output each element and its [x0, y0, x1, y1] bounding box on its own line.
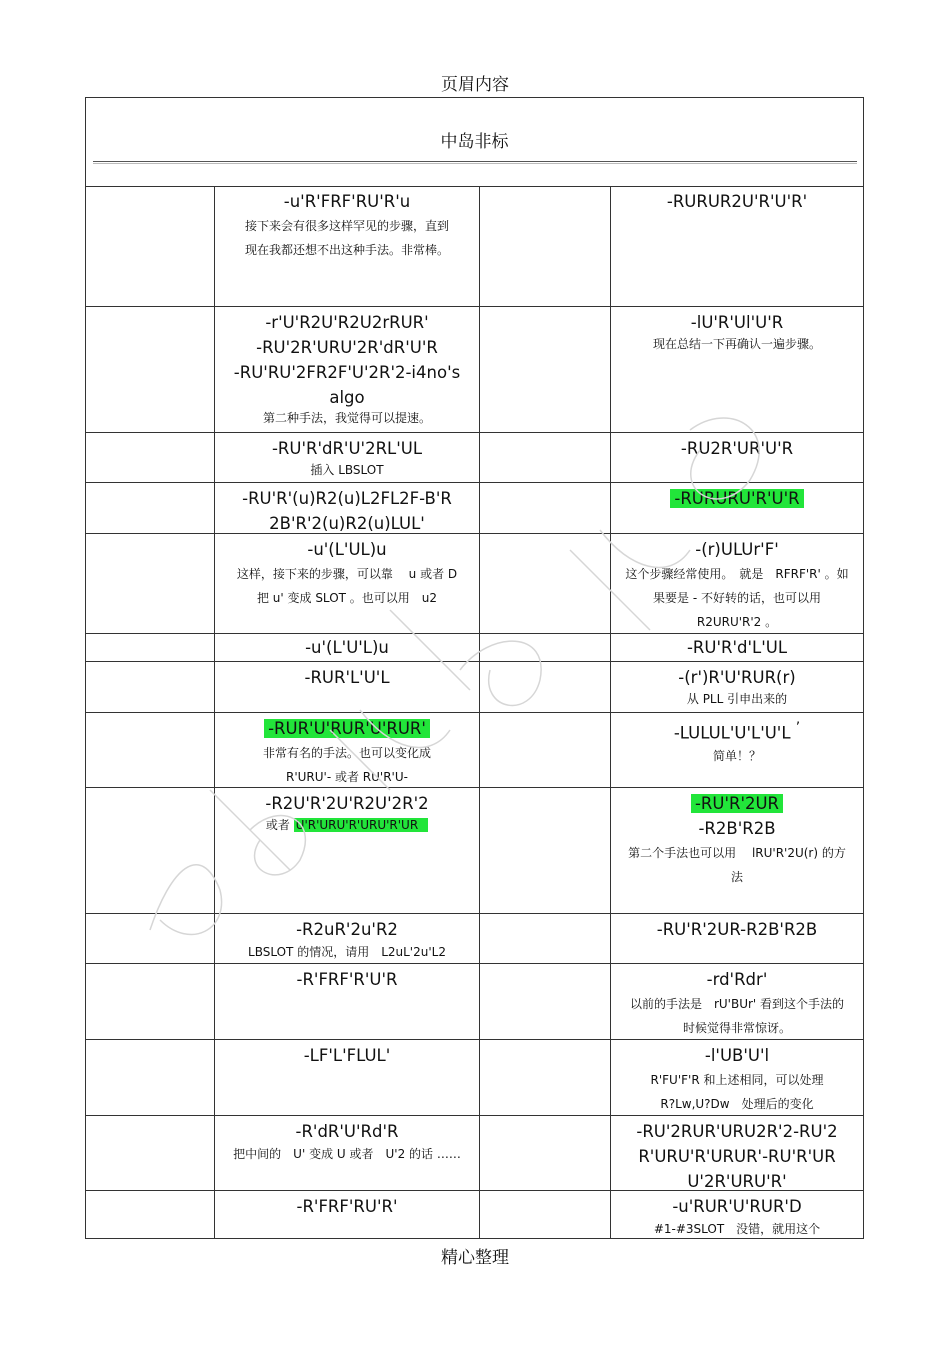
algorithm: 2B'R'2(u)R2(u)LUL': [269, 514, 425, 533]
note: 从 PLL 引申出来的: [686, 692, 788, 706]
note: 第二种手法，我觉得可以提速。: [262, 411, 431, 425]
algorithm: -u'RUR'U'RUR'D: [672, 1197, 802, 1216]
right-cell: [611, 1191, 863, 1238]
table-row: [86, 1116, 863, 1191]
table-row: [86, 1040, 863, 1116]
note: R?Lw,U?Dw 处理后的变化: [660, 1097, 814, 1111]
algorithm: -l'UB'U'l: [704, 1046, 770, 1065]
algorithm: -R'FRF'RU'R': [296, 1197, 398, 1216]
note: 法: [730, 870, 743, 884]
algorithm: -RU'2R'URU'2R'dR'U'R: [256, 338, 438, 357]
left-cell: [215, 433, 479, 482]
algorithm: -RU'R'dR'U'2RL'UL: [271, 439, 423, 458]
algorithm: -rd'Rdr': [706, 970, 768, 989]
right-cell: [611, 713, 863, 787]
title-rule: [93, 161, 857, 164]
algorithm: -(r)ULUr'F': [695, 540, 779, 559]
page-header: 页眉内容: [441, 75, 509, 95]
note: 简单！？: [712, 748, 761, 763]
left-cell: [215, 186, 479, 306]
table-row: [86, 914, 863, 964]
table-row: [86, 433, 863, 483]
note: R2URU'R'2 。: [696, 615, 778, 629]
right-cell: [611, 964, 863, 1039]
left-cell: [215, 964, 479, 1039]
note: R'URU'- 或者 RU'R'U-: [286, 770, 408, 784]
note: 非常有名的手法。也可以变化成: [262, 746, 431, 760]
left-cell: [215, 788, 479, 913]
algorithm: -u'R'FRF'RU'R'u: [283, 192, 411, 211]
left-cell: [215, 1040, 479, 1115]
note: 这样，接下来的步骤，可以靠 u 或者 D: [236, 567, 458, 581]
right-cell: [611, 483, 863, 533]
table-row: [86, 662, 863, 713]
left-cell: [215, 662, 479, 712]
algorithm: -u'(L'UL)u: [307, 540, 387, 559]
algorithm: -RU'R'2UR-R2B'R2B: [656, 920, 818, 939]
table-row: [86, 483, 863, 534]
right-cell: [611, 186, 863, 306]
table-title-box: [86, 98, 863, 187]
right-cell: [611, 662, 863, 712]
right-cell: [611, 914, 863, 963]
left-cell: [215, 914, 479, 963]
note: 果要是 - 不好转的话，也可以用: [653, 591, 821, 605]
left-cell: [215, 483, 479, 533]
algorithm: -RURUR2U'R'U'R': [666, 192, 808, 211]
table-row: [86, 186, 863, 307]
table-row: [86, 713, 863, 788]
algorithm: -lU'R'Ul'U'R: [690, 313, 784, 332]
algorithm: -RU2R'UR'U'R: [680, 439, 794, 458]
note: 以前的手法是 rU'BUr' 看到这个手法的: [629, 997, 845, 1011]
right-cell: [611, 1116, 863, 1190]
algorithm: -u'(L'U'L)u: [305, 638, 389, 657]
note: 时候觉得非常惊讶。: [682, 1021, 791, 1035]
algorithm: -LF'L'FLUL': [303, 1046, 391, 1065]
algorithm: -LULUL'U'L'U'L: [673, 723, 791, 743]
highlighted-algorithm: -RUR'U'RUR'U'RUR': [264, 719, 430, 738]
table-row: [86, 964, 863, 1040]
left-cell: [215, 534, 479, 633]
note: 把 u' 变成 SLOT 。也可以用 u2: [256, 591, 438, 605]
note: 把中间的 U' 变成 U 或者 U'2 的话 ……: [233, 1147, 461, 1161]
table-row: [86, 634, 863, 662]
right-cell: [611, 433, 863, 482]
algorithm: -RU'R'(u)R2(u)L2FL2F-B'R: [242, 489, 452, 508]
table-row: [86, 788, 863, 914]
right-cell: [611, 534, 863, 633]
algorithm: R'URU'R'URUR'-RU'R'UR: [638, 1147, 836, 1166]
highlighted-algorithm: -RURURU'R'U'R: [670, 489, 803, 508]
algorithm: -R2U'R'2U'R2U'2R'2: [265, 794, 429, 813]
left-cell: [215, 713, 479, 787]
algorithm: -R'FRF'R'U'R: [296, 970, 398, 989]
right-cell: [611, 788, 863, 913]
note: 插入 LBSLOT: [310, 463, 384, 477]
left-cell: [215, 307, 479, 432]
note: 现在我都还想不出这种手法。非常棒。: [244, 243, 449, 257]
left-cell: [215, 1116, 479, 1190]
algorithm: -(r')R'U'RUR(r): [678, 668, 796, 687]
note: R'FU'F'R 和上述相同，可以处理: [650, 1073, 824, 1087]
note: 或者: [265, 818, 290, 832]
quote-mark: ’: [795, 720, 801, 736]
algorithm: -R'dR'U'Rd'R: [295, 1122, 399, 1141]
algorithm: -r'U'R2U'R2U2rRUR': [265, 313, 429, 332]
highlighted-algorithm: U'R'URU'R'URU'R'UR: [294, 818, 429, 832]
note: LBSLOT 的情况，请用 L2uL'2u'L2: [248, 945, 446, 959]
algorithm: -RU'RU'2FR2F'U'2R'2-i4no's: [233, 363, 461, 382]
algorithm: -RU'2RUR'URU2R'2-RU'2: [636, 1122, 838, 1141]
highlighted-algorithm: -RU'R'2UR: [691, 794, 783, 813]
note: 第二个手法也可以用 lRU'R'2U(r) 的方: [628, 846, 846, 860]
note: #1-#3SLOT 没错，就用这个: [653, 1222, 821, 1236]
note: 这个步骤经常使用。 就是 RFRF'R' 。如: [625, 567, 849, 581]
algorithm: -RUR'L'U'L: [304, 668, 390, 687]
table-row: [86, 534, 863, 634]
note: 现在总结一下再确认一遍步骤。: [652, 337, 821, 351]
algorithm: -R2uR'2u'R2: [296, 920, 398, 939]
right-cell: [611, 634, 863, 661]
algorithm: algo: [329, 388, 365, 407]
table-row: [86, 307, 863, 433]
algorithm: U'2R'URU'R': [687, 1172, 787, 1191]
algorithm-table: [85, 97, 864, 1239]
left-cell: [215, 634, 479, 661]
left-cell: [215, 1191, 479, 1238]
table-row: [86, 1191, 863, 1238]
right-cell: [611, 1040, 863, 1115]
page-footer: 精心整理: [441, 1248, 509, 1268]
algorithm: -RU'R'd'L'UL: [686, 638, 788, 657]
table-title: 中岛非标: [440, 132, 509, 152]
note: 接下来会有很多这样罕见的步骤，直到: [244, 219, 449, 233]
algorithm: -R2B'R2B: [698, 819, 776, 838]
right-cell: [611, 307, 863, 432]
